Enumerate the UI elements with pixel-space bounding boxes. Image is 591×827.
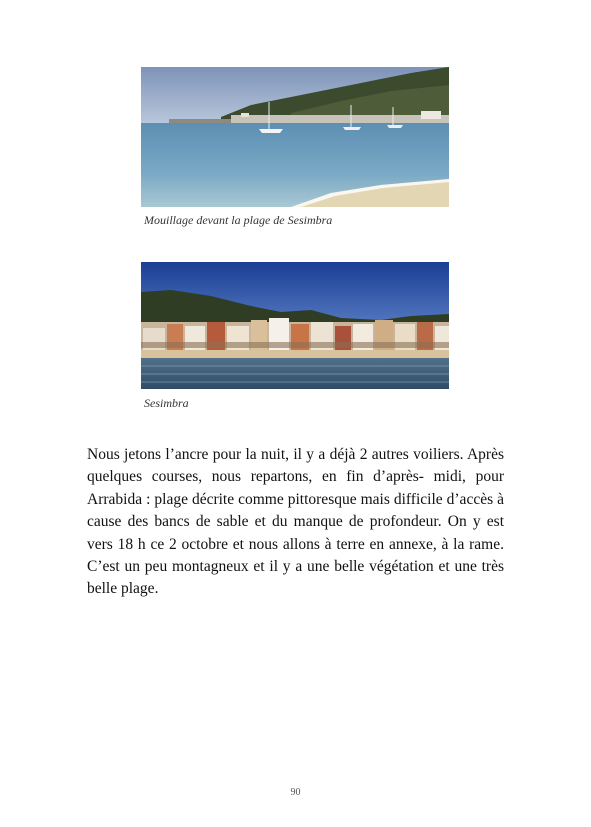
body-paragraph: Nous jetons l’ancre pour la nuit, il y a déjà 2 autres voiliers. Après quelques courses, nous repartons, en fin d’après- midi, pour Arrabida : plage décrite comme pittoresque mais difficile d’accès à cause des bancs de sable et du manque de profondeur. On y est vers 18 h ce 2 octobre et nous allons à terre en annexe, à la rame. C’est un peu montagneux et il y a une belle végétation et une très belle plage. [87,446,504,598]
body-text [87,444,504,601]
sesimbra-photo-caption: Sesimbra [144,396,189,410]
sesimbra-town-photo [141,262,449,389]
anchorage-photo [141,67,449,207]
anchorage-photo-caption: Mouillage devant la plage de Sesimbra [144,213,333,227]
page-number: 90 [290,787,301,798]
